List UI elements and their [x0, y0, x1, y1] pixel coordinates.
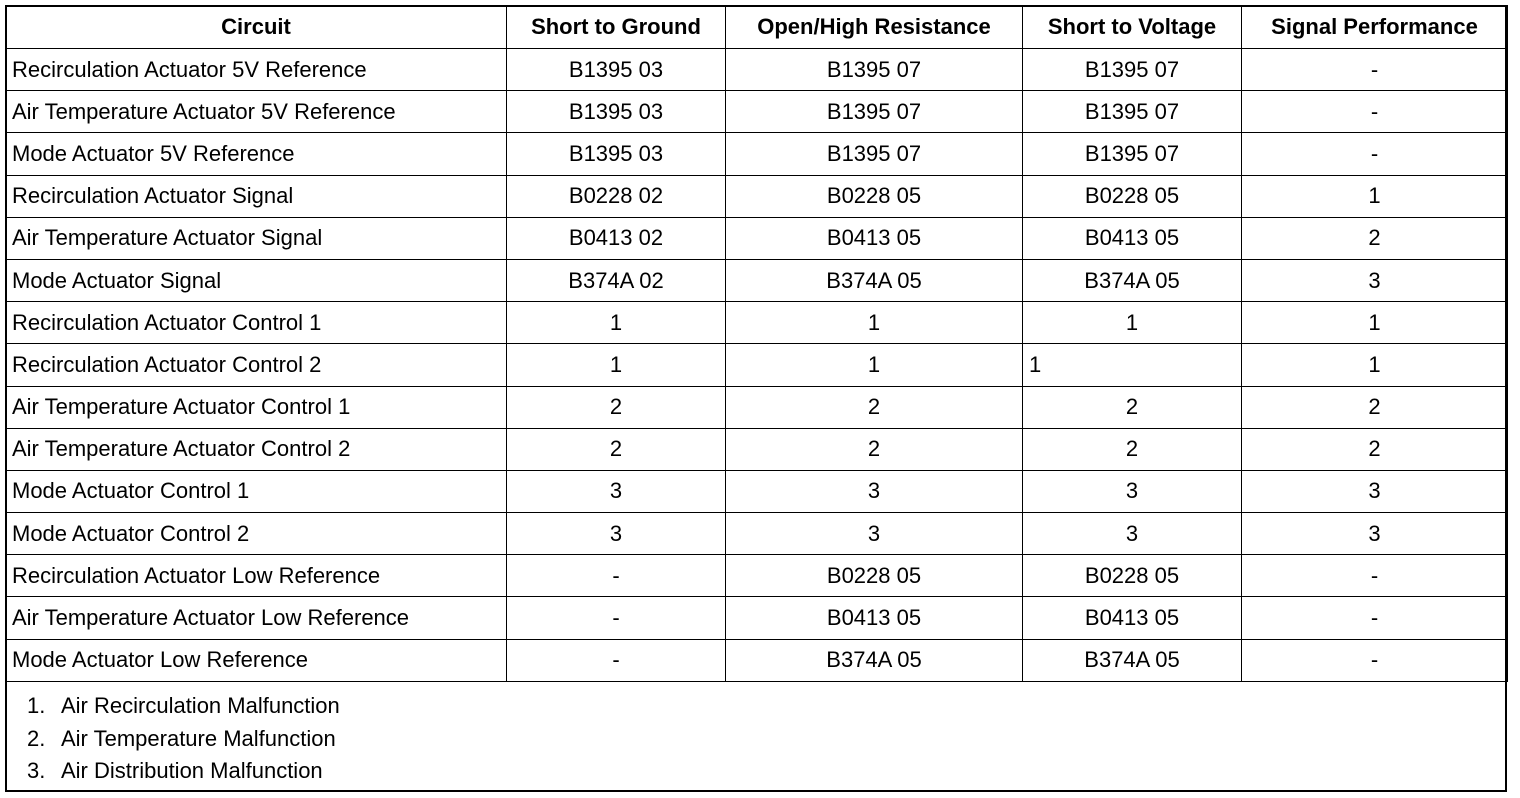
open-high-resistance-cell: 2	[726, 386, 1023, 428]
circuit-cell: Air Temperature Actuator Signal	[6, 217, 507, 259]
circuit-cell: Mode Actuator Control 2	[6, 513, 507, 555]
short-to-voltage-cell: B0228 05	[1023, 555, 1242, 597]
short-to-voltage-cell: B374A 05	[1023, 639, 1242, 681]
table-row	[6, 91, 1508, 133]
footnote-text: Air Recirculation Malfunction	[61, 693, 340, 718]
table-row	[6, 639, 1508, 681]
footnote-text: Air Temperature Malfunction	[61, 725, 336, 751]
short-to-voltage-cell: 3	[1023, 513, 1242, 555]
short-to-ground-cell: 1	[507, 344, 726, 386]
circuit-cell: Mode Actuator Control 1	[6, 470, 507, 512]
circuit-cell: Recirculation Actuator 5V Reference	[6, 49, 507, 91]
signal-performance-cell: 2	[1242, 386, 1508, 428]
open-high-resistance-cell: 3	[726, 470, 1023, 512]
circuit-cell: Recirculation Actuator Control 1	[6, 302, 507, 344]
header-short-to-voltage: Short to Voltage	[1023, 6, 1242, 49]
short-to-voltage-cell: B1395 07	[1023, 91, 1242, 133]
footnote-item	[27, 723, 340, 756]
short-to-voltage-cell: 2	[1023, 428, 1242, 470]
signal-performance-cell: 1	[1242, 302, 1508, 344]
open-high-resistance-cell: 1	[726, 302, 1023, 344]
header-signal-performance: Signal Performance	[1242, 6, 1508, 49]
table-row	[6, 428, 1508, 470]
signal-performance-cell: 1	[1242, 344, 1508, 386]
table-row	[6, 470, 1508, 512]
table-row	[6, 133, 1508, 175]
short-to-ground-cell: B0228 02	[507, 175, 726, 217]
table-row	[6, 217, 1508, 259]
short-to-voltage-cell: B0413 05	[1023, 597, 1242, 639]
short-to-voltage-cell: 2	[1023, 386, 1242, 428]
open-high-resistance-cell: B0413 05	[726, 597, 1023, 639]
footnote-text: Air Distribution Malfunction	[61, 758, 323, 783]
signal-performance-cell: -	[1242, 639, 1508, 681]
footnote-number: 1.	[27, 693, 46, 718]
header-row	[6, 6, 1508, 49]
short-to-voltage-cell: B374A 05	[1023, 259, 1242, 301]
table-row	[6, 302, 1508, 344]
footnotes	[27, 690, 340, 788]
circuit-cell: Mode Actuator Signal	[6, 259, 507, 301]
short-to-ground-cell: 3	[507, 513, 726, 555]
table-row	[6, 49, 1508, 91]
short-to-voltage-cell: B1395 07	[1023, 49, 1242, 91]
header-open-high-resistance: Open/High Resistance	[726, 6, 1023, 49]
short-to-ground-cell: B1395 03	[507, 91, 726, 133]
footnote-number: 2.	[27, 725, 46, 751]
circuit-cell: Air Temperature Actuator Control 1	[6, 386, 507, 428]
header-short-to-ground: Short to Ground	[507, 6, 726, 49]
short-to-ground-cell: B0413 02	[507, 217, 726, 259]
signal-performance-cell: 1	[1242, 175, 1508, 217]
table-row	[6, 175, 1508, 217]
footnote-item	[27, 690, 340, 723]
short-to-voltage-cell: 1	[1023, 302, 1242, 344]
table-row	[6, 597, 1508, 639]
signal-performance-cell: -	[1242, 133, 1508, 175]
short-to-voltage-cell: 3	[1023, 470, 1242, 512]
open-high-resistance-cell: B374A 05	[726, 259, 1023, 301]
open-high-resistance-cell: B0228 05	[726, 555, 1023, 597]
short-to-ground-cell: 2	[507, 386, 726, 428]
circuit-cell: Recirculation Actuator Signal	[6, 175, 507, 217]
short-to-ground-cell: 2	[507, 428, 726, 470]
footnote-number: 3.	[27, 758, 46, 783]
circuit-cell: Air Temperature Actuator Low Reference	[6, 597, 507, 639]
signal-performance-cell: 3	[1242, 470, 1508, 512]
table-row	[6, 386, 1508, 428]
circuit-cell: Mode Actuator Low Reference	[6, 639, 507, 681]
short-to-ground-cell: B1395 03	[507, 49, 726, 91]
table-row	[6, 259, 1508, 301]
short-to-voltage-cell: B0413 05	[1023, 217, 1242, 259]
short-to-ground-cell: -	[507, 555, 726, 597]
dtc-table	[5, 5, 1508, 682]
signal-performance-cell: -	[1242, 49, 1508, 91]
open-high-resistance-cell: B0228 05	[726, 175, 1023, 217]
table-row	[6, 555, 1508, 597]
short-to-voltage-cell: B0228 05	[1023, 175, 1242, 217]
circuit-cell: Mode Actuator 5V Reference	[6, 133, 507, 175]
circuit-cell: Air Temperature Actuator Control 2	[6, 428, 507, 470]
open-high-resistance-cell: B0413 05	[726, 217, 1023, 259]
short-to-ground-cell: B1395 03	[507, 133, 726, 175]
header-circuit: Circuit	[6, 6, 507, 49]
short-to-ground-cell: 3	[507, 470, 726, 512]
signal-performance-cell: -	[1242, 555, 1508, 597]
short-to-ground-cell: 1	[507, 302, 726, 344]
signal-performance-cell: 2	[1242, 428, 1508, 470]
open-high-resistance-cell: B1395 07	[726, 133, 1023, 175]
open-high-resistance-cell: 2	[726, 428, 1023, 470]
open-high-resistance-cell: 3	[726, 513, 1023, 555]
short-to-ground-cell: B374A 02	[507, 259, 726, 301]
short-to-ground-cell: -	[507, 597, 726, 639]
signal-performance-cell: 2	[1242, 217, 1508, 259]
signal-performance-cell: -	[1242, 91, 1508, 133]
table-row	[6, 513, 1508, 555]
signal-performance-cell: 3	[1242, 513, 1508, 555]
open-high-resistance-cell: B374A 05	[726, 639, 1023, 681]
signal-performance-cell: 3	[1242, 259, 1508, 301]
short-to-voltage-cell: 1	[1023, 344, 1242, 386]
signal-performance-cell: -	[1242, 597, 1508, 639]
circuit-cell: Air Temperature Actuator 5V Reference	[6, 91, 507, 133]
circuit-cell: Recirculation Actuator Control 2	[6, 344, 507, 386]
short-to-voltage-cell: B1395 07	[1023, 133, 1242, 175]
footnote-item	[27, 755, 340, 788]
open-high-resistance-cell: 1	[726, 344, 1023, 386]
open-high-resistance-cell: B1395 07	[726, 91, 1023, 133]
table-row	[6, 344, 1508, 386]
short-to-ground-cell: -	[507, 639, 726, 681]
circuit-cell: Recirculation Actuator Low Reference	[6, 555, 507, 597]
open-high-resistance-cell: B1395 07	[726, 49, 1023, 91]
